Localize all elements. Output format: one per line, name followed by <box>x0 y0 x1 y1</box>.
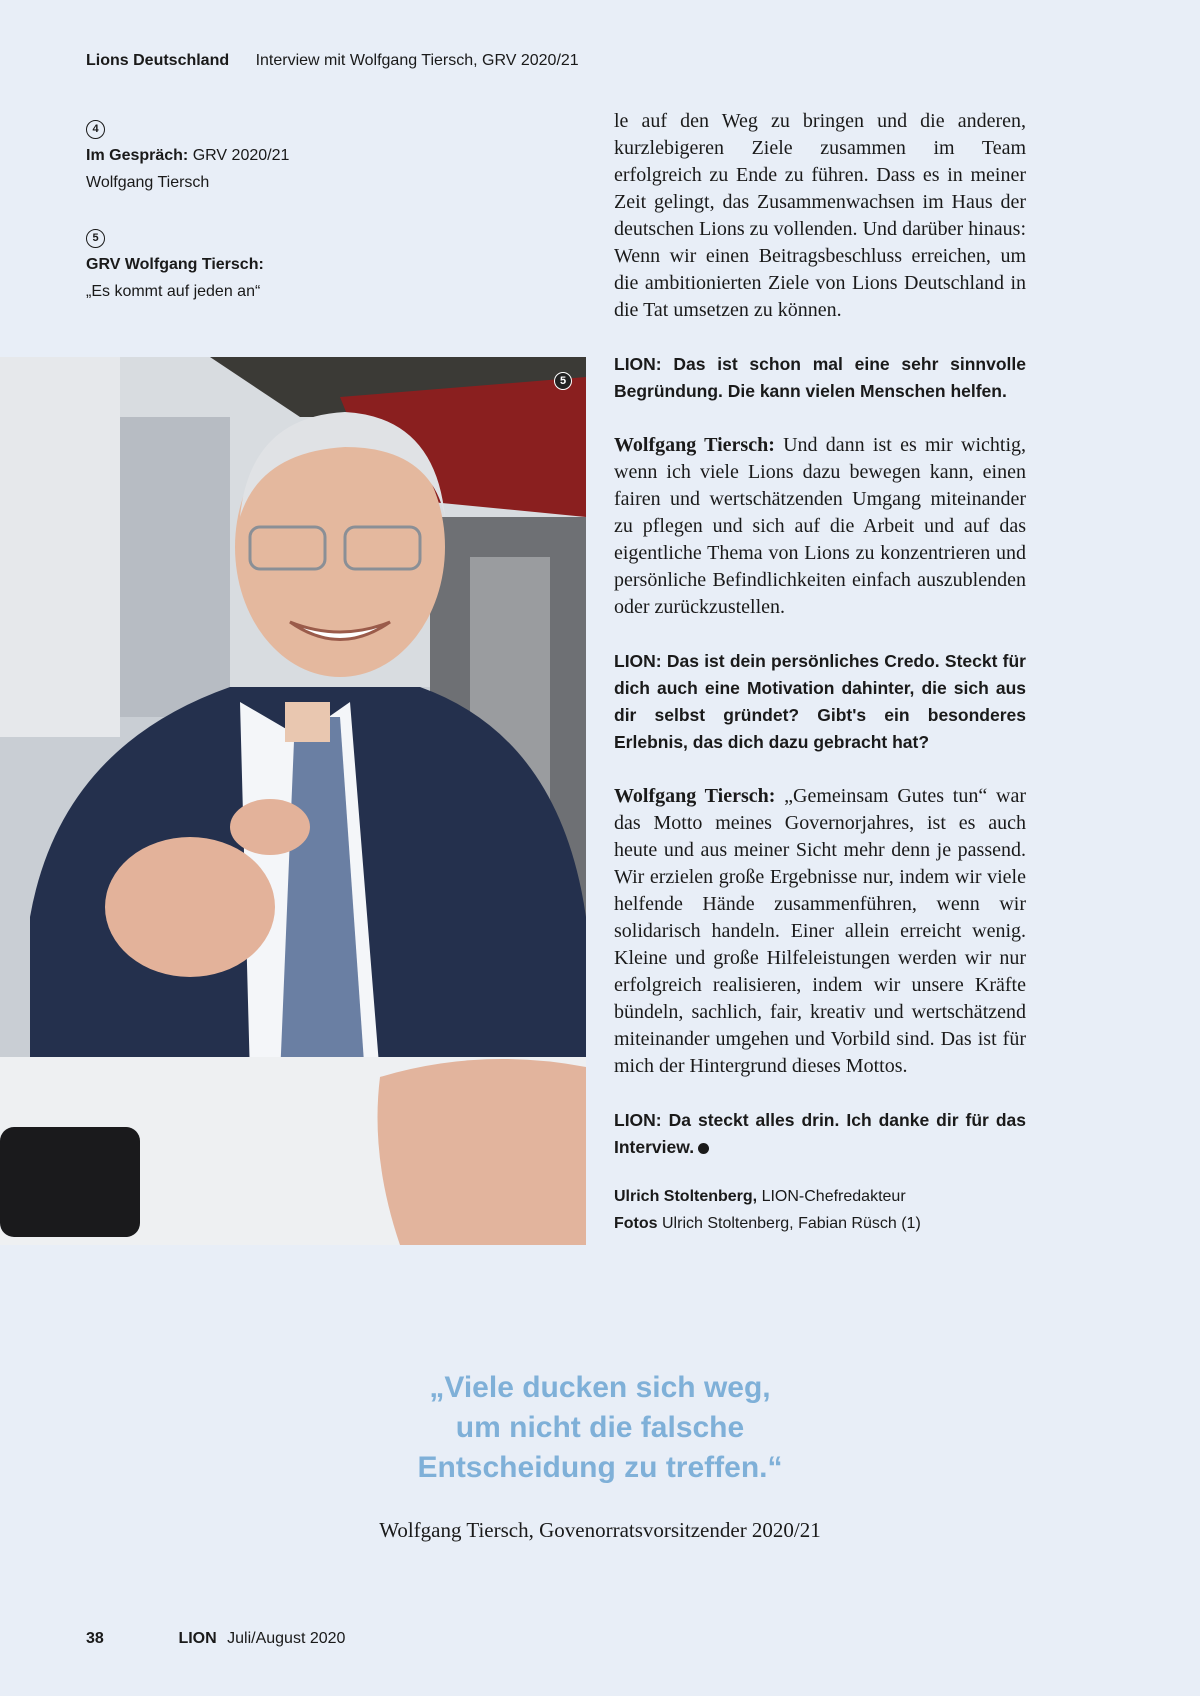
page-footer <box>86 1630 345 1648</box>
article-column <box>614 108 1026 1237</box>
header-brand: Lions Deutschland <box>86 52 230 69</box>
caption-4 <box>86 114 506 196</box>
pull-quote-line: „Viele ducken sich weg, <box>429 1371 771 1404</box>
caption-number-badge: 5 <box>86 229 105 248</box>
answer-speaker: Wolfgang Tiersch: <box>614 785 776 807</box>
photos-label: Fotos <box>614 1215 658 1232</box>
answer-text: Und dann ist es mir wichtig, wenn ich viele Lions dazu bewegen kann, einen fairen und wertschätzenden Umgang miteinander zu pflegen und sich auf die Arbeit und auf das eigentliche Thema von Lions zu konzentrieren und persönliche Befindlichkeiten einfach auszublenden oder zurückzustellen. <box>614 434 1026 618</box>
photo-number-badge: 5 <box>554 372 572 390</box>
caption-line2: Wolfgang Tiersch <box>86 174 210 191</box>
article-paragraph: le auf den Weg zu bringen und die anderen, kurzlebigeren Ziele zusammen im Team erfolgreich zu Ende zu führen. Dass es in meiner Zeit gelingt, das Zusammenwachsen im Haus der deutschen Lions zu vollenden. Und darüber hinaus: Wenn wir einen Beitragsbeschluss erreichen, um die ambitionierten Ziele von Lions Deutschland in die Tat umsetzen zu können. <box>614 110 1026 321</box>
caption-label: GRV Wolfgang Tiersch: <box>86 256 264 273</box>
end-mark-icon <box>698 1143 709 1154</box>
photos-credit: Ulrich Stoltenberg, Fabian Rüsch (1) <box>662 1215 921 1232</box>
author-credits <box>614 1183 1026 1237</box>
pull-quote-line: um nicht die falsche <box>455 1411 745 1444</box>
caption-label: Im Gespräch: <box>86 147 189 164</box>
pull-quote-line: Entscheidung zu treffen.“ <box>417 1451 783 1484</box>
portrait-illustration <box>0 357 586 1245</box>
issue-date: Juli/August 2020 <box>227 1630 346 1647</box>
page-header <box>86 52 579 70</box>
interview-answer <box>614 783 1026 1080</box>
interview-question <box>614 1107 1026 1161</box>
answer-text: „Gemeinsam Gutes tun“ war das Motto meines Governorjahres, ist es auch heute und aus meiner Sicht mehr denn je passend. Wir erzielen große Ergebnisse nur, indem wir viele helfende Hände zusammenführen, wenn wir solidarisch handeln. Einer allein erreicht wenig. Kleine und große Hilfeleistungen werden wir nur erfolgreich realisieren, indem wir unsere Kräfte bündeln, sachlich, fair, kreativ und wertschätzend miteinander umgehen und Vorbild sind. Das ist für mich der Hintergrund dieses Mottos. <box>614 785 1026 1077</box>
caption-number-badge: 4 <box>86 120 105 139</box>
magazine-name: LION <box>178 1630 217 1647</box>
caption-5 <box>86 223 506 305</box>
author-role: LION-Chefredakteur <box>761 1188 906 1205</box>
interview-question: LION: Das ist dein persönliches Credo. Steckt für dich auch eine Motivation dahinter, die sich aus dir selbst gründet? Gibt's ein besonderes Erlebnis, das dich dazu gebracht hat? <box>614 651 1026 752</box>
caption-line2: „Es kommt auf jeden an“ <box>86 283 261 300</box>
answer-speaker: Wolfgang Tiersch: <box>614 434 775 456</box>
closing-question-text: LION: Da steckt alles drin. Ich danke dir für das Interview. <box>614 1110 1026 1157</box>
interview-answer <box>614 432 1026 621</box>
pull-quote <box>300 1368 900 1488</box>
author-name: Ulrich Stoltenberg, <box>614 1188 758 1205</box>
interview-question: LION: Das ist schon mal eine sehr sinnvolle Begründung. Die kann vielen Menschen helfen. <box>614 354 1026 401</box>
page-number: 38 <box>86 1630 104 1647</box>
caption-text: GRV 2020/21 <box>192 147 290 164</box>
pull-quote-attribution: Wolfgang Tiersch, Govenorratsvorsitzender 2020/21 <box>379 1518 821 1542</box>
header-title: Interview mit Wolfgang Tiersch, GRV 2020/21 <box>255 52 579 69</box>
portrait-photo <box>0 357 586 1245</box>
